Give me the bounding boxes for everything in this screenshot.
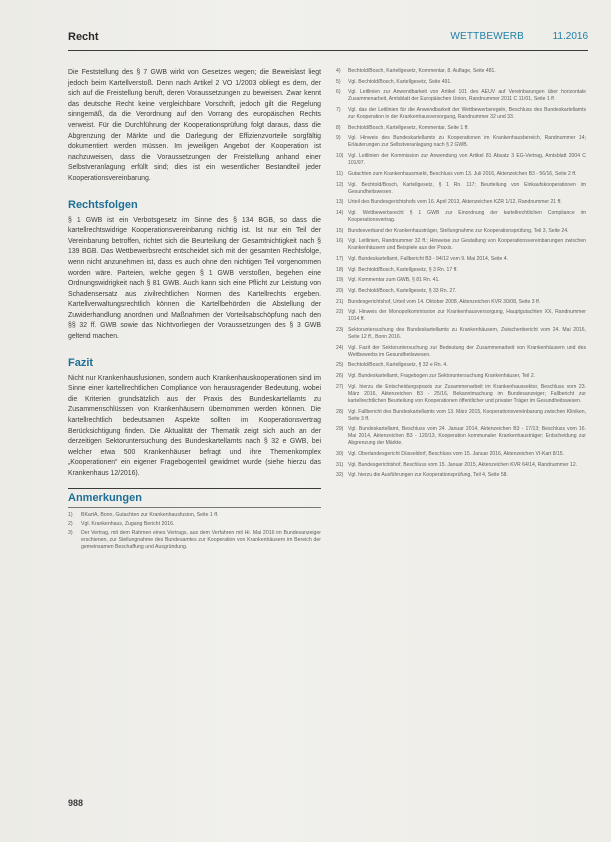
footnote-number: 24) bbox=[336, 344, 344, 351]
footnote-text: Vgl. Hinweis der Monopolkommission zur Krankenhausversorgung, Hauptgutachten XX, Randnummer 1014 ff. bbox=[348, 309, 586, 323]
footnote bbox=[336, 89, 586, 103]
footnote-number: 21) bbox=[336, 298, 344, 305]
footnote-text: Vgl. hierzu die Ausführungen zur Kooperationsprüfung, Teil 4, Seite 58. bbox=[348, 472, 508, 479]
footnote-text: Der Vertrag, mit dem Rahmen eines Vertrags, aus dem Verfahren mit Hi. Mai 2016 im Bundesanzeiger erschienen, zur Stellungnahme des Bundesamtes zur Kooperation von Krankenhäusern im Bereich der gemeinsamen Beschaffung und Ausgründung. bbox=[81, 529, 321, 550]
footnote-text: Vgl. Kommentar zum GWB, § 81 Rn. 41. bbox=[348, 277, 440, 284]
footnote-number: 7) bbox=[336, 107, 341, 114]
footnote bbox=[336, 277, 586, 284]
footnote bbox=[336, 451, 586, 458]
footnote bbox=[336, 462, 586, 469]
footnote bbox=[68, 521, 321, 528]
footnote-number: 26) bbox=[336, 373, 344, 380]
footnote-number: 22) bbox=[336, 309, 344, 316]
intro-paragraph: Die Feststellung des § 7 GWB wirkt von Gesetzes wegen; die Beweislast liegt jedoch beim Kartellverstoß. Denn nach Artikel 2 VO 1/2003 obliegt es dem, der sich auf die Freistellung beruft, deren Voraussetzungen zu beweisen. Zwar kennt das deutsche Recht keine vergleichbare Vorschrift, jedoch gilt die Regelung sinngemäß, da die Verordnung auf den Vorrang des europäischen Rechts verweist. Für die Durchführung der Kooperationsprüfung folgt daraus, dass die Abgrenzung der Märkte und die Darlegung der Effizienzvorteile sorgfältig dokumentiert werden müssen. Im jeweiligen Angebot der Kooperation ist nachzuweisen, dass die Voraussetzungen der Freistellung anhand einer Selbstveranlagung erfüllt sind; dies ist ein wesentlicher Bestandteil jeder Kooperationsvereinbarung. bbox=[68, 69, 321, 182]
footnote-number: 19) bbox=[336, 277, 344, 284]
footnote bbox=[336, 135, 586, 149]
footnote-text: Vgl. Leitlinien zur Anwendbarkeit von Artikel 101 des AEUV auf Vereinbarungen über horizontale Zusammenarbeit, Amtsblatt der Europäischen Union, Randnummer 2011 C 11/01, Seite 1 ff. bbox=[348, 89, 586, 103]
footnote bbox=[336, 182, 586, 196]
fazit-heading: Fazit bbox=[68, 356, 94, 369]
footnote bbox=[336, 426, 586, 447]
footnote-number: 8) bbox=[336, 124, 341, 131]
footnote-text: Vgl. Bundeskartellamt, Fallbericht B3 - 94/12 vom 9. Mai 2014, Seite 4. bbox=[348, 255, 508, 262]
footnote-number: 30) bbox=[336, 450, 344, 457]
footnote bbox=[336, 309, 586, 323]
footnote-text: Vgl. Hinweis des Bundeskartellamts zu Kooperationen im Krankenhausbereich, Randnummer 14; Erläuterungen zur Selbstveranlagung nach § 2 GWB. bbox=[348, 135, 586, 149]
footnote bbox=[336, 256, 586, 263]
footnote bbox=[336, 199, 586, 206]
footnote-text: Bundesgerichtshof, Urteil vom 14. Oktober 2008, Aktenzeichen KVR 30/08, Seite 3 ff. bbox=[348, 298, 541, 305]
footnote-number: 13) bbox=[336, 199, 344, 206]
footnote-text: Vgl. Bechtold/Bosch, Kartellgesetz, Seite 491. bbox=[348, 78, 452, 85]
section-title: Recht bbox=[68, 31, 99, 43]
footnote-number: 15) bbox=[336, 227, 344, 234]
left-column bbox=[68, 68, 321, 553]
footnote-number: 29) bbox=[336, 426, 344, 433]
footnote-number: 9) bbox=[336, 135, 341, 142]
footnote-number: 12) bbox=[336, 181, 344, 188]
footnote-number: 27) bbox=[336, 383, 344, 390]
anmerkungen-heading: Anmerkungen bbox=[68, 492, 321, 508]
footnote bbox=[336, 68, 586, 75]
footnote-text: Vgl. Wettbewerbsrecht § 1 GWB zur Einordnung der kartellrechtlichen Compliance im Kooperationsvertrag. bbox=[348, 209, 586, 223]
footnote bbox=[336, 345, 586, 359]
footnote-text: Bechtold/Bosch, Kartellgesetz, Kommentar, 8. Auflage, Seite 481. bbox=[348, 68, 496, 74]
footnote bbox=[336, 125, 586, 132]
fazit-paragraph: Nicht nur Krankenhausfusionen, sondern auch Krankenhauskooperationen sind im Sinne einer kartellrechtlichen Compliance von herausragender Bedeutung, wobei die Kriterien grundsätzlich aus der Praxis des Bundeskartellamts zu Zusammenschlüssen von Krankenhäusern übernommen werden können. Die kartellrechtlich bedeutsamen Aspekte sollten im Kooperationsvertrag Berücksichtigung finden. Die Aktualität der Thematik zeigt sich auch an der derzeitigen Sektoruntersuchung des Bundeskartellamts nach § 32 e GWB, bei welcher etwa 500 Krankenhäuser befragt und ihre Themenkomplex „Kooperationen“ ein eigener Fragebogenteil gewidmet wurde (siehe hierzu das Krankenhaus 12/2016). bbox=[68, 374, 321, 477]
footnote bbox=[336, 362, 586, 369]
footnote-text: Vgl. hierzu die Entscheidungspraxis zur Zusammenarbeit im Krankenhaussektor, Beschluss vom 23. März 2016, Aktenzeichen B3 - 25/16, Bekanntmachung im Bundesanzeiger; Fallbericht zur kartellrechtlichen Beurteilung von Kooperationen öffentlicher und privater Träger im Gesundheitswesen. bbox=[348, 383, 586, 404]
footnote bbox=[336, 228, 586, 235]
footnote-text: Vgl. Bechtold/Bosch, Kartellgesetz, § 3 Rn. 17 ff. bbox=[348, 266, 458, 273]
footnote bbox=[336, 171, 586, 178]
footnote bbox=[336, 153, 586, 167]
footnote-text: Bundesverband der Krankenhausträger, Stellungnahme zur Kooperationsprüfung, Teil 3, Seite 24. bbox=[348, 227, 569, 234]
footnote-number: 11) bbox=[336, 170, 343, 177]
footnote-text: Bechtold/Bosch, Kartellgesetz, § 32 e Rn. 4. bbox=[348, 362, 448, 369]
footnote bbox=[68, 530, 321, 551]
page-number: 988 bbox=[68, 798, 84, 808]
page-header bbox=[68, 28, 588, 51]
footnote-number: 20) bbox=[336, 288, 344, 294]
footnote-text: Vgl. Oberlandesgericht Düsseldorf, Beschluss vom 15. Januar 2016, Aktenzeichen VI-Kart 8/15. bbox=[348, 450, 565, 457]
footnote bbox=[336, 384, 586, 405]
footnote bbox=[336, 267, 586, 274]
footnote-number: 2) bbox=[68, 520, 73, 527]
anmerkungen-section bbox=[68, 488, 321, 551]
footnote-text: Gutachten zum Krankenhausmarkt, Beschluss vom 13. Juli 2016, Aktenzeichen B3 - 56/16, Seite 2 ff. bbox=[348, 170, 577, 177]
rechtsfolgen-heading: Rechtsfolgen bbox=[68, 198, 138, 211]
footnote-text: Sektoruntersuchung des Bundeskartellamts zu Krankenhäusern, Zwischenbericht vom 24. Mai 2016, Seite 12 ff., Bonn 2016. bbox=[348, 327, 586, 341]
footnote bbox=[336, 472, 586, 479]
footnote-number: 10) bbox=[336, 153, 344, 160]
rechtsfolgen-paragraph: § 1 GWB ist ein Verbotsgesetz im Sinne des § 134 BGB, so dass die kartellrechtswidrige Kooperationsvereinbarung nichtig ist. Ist nur ein Teil der Vereinbarung betroffen, richtet sich die Beurteilung der Gesamtnichtigkeit nach § 139 BGB. Das Wettbewerbsrecht entscheidet sich mit der gesamten Rechtsfolge, wenn nicht anzunehmen ist, dass es auch ohne den nichtigen Teil vorgenommen worden wäre. Parteien, welche gegen § 1 GWB verstoßen, begehen eine Ordnungswidrigkeit nach § 81 GWB. Auch kann sich eine Pflicht zur Leistung von Schadensersatz aus zivilrechtlichen Normen des Kartellrechts ergeben. Kartellverwaltungsrechtlich können die Kartellbehörden die Abstellung der Zuwiderhandlung anordnen und Maßnahmen der Vorteilsabschöpfung nach den §§ 32 ff. GWB sowie das Nichtvorliegen der Voraussetzungen des § 3 GWB geltend machen. bbox=[68, 216, 321, 341]
footnote-text: Vgl. Bundeskartellamt, Beschluss vom 24. Januar 2014, Aktenzeichen B3 - 17/13; Beschluss vom 16. Mai 2014, Aktenzeichen B3 - 120/13, Kooperation kommunaler Krankenhausträger; Entscheidung zur Abgrenzung der Märkte. bbox=[348, 426, 586, 447]
footnote bbox=[336, 238, 586, 252]
footnote-text: Vgl. Krankenhaus, Zugang Bericht 2016. bbox=[81, 520, 175, 527]
footnote bbox=[336, 288, 586, 295]
footnote-number: 23) bbox=[336, 327, 344, 334]
footnote-text: Vgl. Bundeskartellamt, Fragebogen zur Sektoruntersuchung Krankenhäuser, Teil 2. bbox=[348, 373, 536, 380]
footnote-text: Vgl. Leitlinien der Kommission zur Anwendung von Artikel 81 Absatz 3 EG-Vertrag, Amtsblatt 2004 C 101/97. bbox=[348, 153, 586, 167]
footnote-text: Vgl. Bechtold/Bosch, Kartellgesetz, § 33 Rn. 27. bbox=[348, 288, 457, 294]
footnote-number: 1) bbox=[68, 511, 73, 518]
footnote-number: 14) bbox=[336, 209, 344, 216]
footnote-number: 4) bbox=[336, 68, 341, 74]
footnote-number: 6) bbox=[336, 89, 341, 96]
footnote-number: 18) bbox=[336, 266, 344, 273]
footnote-number: 25) bbox=[336, 362, 344, 369]
journal-name: WETTBEWERB bbox=[450, 31, 524, 42]
footnote-number: 28) bbox=[336, 408, 344, 415]
footnote-text: Vgl. Leitlinien, Randnummer 32 ff.; Hinweise zur Gestaltung von Kooperationsvereinbarungen zwischen Krankenhäusern und Beispiele aus der Praxis. bbox=[348, 238, 586, 252]
footnote-number: 3) bbox=[68, 529, 73, 536]
footnote-text: BKartA, Bonn, Gutachten zur Krankenhausfusion, Seite 1 ff. bbox=[81, 511, 219, 518]
footnote bbox=[336, 373, 586, 380]
footnote-number: 17) bbox=[336, 255, 344, 262]
footnote-number: 32) bbox=[336, 472, 344, 479]
right-column-footnotes bbox=[336, 68, 586, 483]
footnote bbox=[68, 512, 321, 519]
footnote-text: Urteil des Bundesgerichtshofs vom 16. April 2013, Aktenzeichen KZR 1/12, Randnummer 21 ff. bbox=[348, 199, 562, 206]
footnote-number: 31) bbox=[336, 461, 344, 468]
footnote-text: Vgl. Bundesgerichtshof, Beschluss vom 15. Januar 2015, Aktenzeichen KVR 64/14, Randnummer 12. bbox=[348, 461, 578, 468]
footnote-text: Bechtold/Bosch, Kartellgesetz, Kommentar, Seite 1 ff. bbox=[348, 124, 469, 131]
footnote bbox=[336, 299, 586, 306]
footnote-text: Vgl. Fazit der Sektoruntersuchung zur Bedeutung der Zusammenarbeit von Krankenhäusern und des Wettbewerbs im Gesundheitswesen. bbox=[348, 344, 586, 358]
footnote bbox=[336, 327, 586, 341]
footnote bbox=[336, 79, 586, 86]
footnote-text: Vgl. das der Leitlinien für die Anwendbarkeit der Wettbewerbsregeln, Beschluss des Bundeskartellamts zur Kooperation in der Krankenhausversorgung, Randnummer 32 und 33. bbox=[348, 107, 586, 121]
footnote bbox=[336, 210, 586, 224]
footnote bbox=[336, 107, 586, 121]
issue-number: 11.2016 bbox=[552, 31, 588, 42]
footnote-number: 16) bbox=[336, 238, 344, 245]
footnote-number: 5) bbox=[336, 78, 341, 85]
footnote bbox=[336, 409, 586, 423]
footnote-text: Vgl. Bechtold/Bosch, Kartellgesetz, § 1 Rn. 117; Beurteilung von Einkaufskooperationen im Gesundheitswesen. bbox=[348, 181, 586, 195]
footnote-text: Vgl. Fallbericht des Bundeskartellamts vom 13. März 2015, Kooperationsvereinbarung zwischen Kliniken, Seite 3 ff. bbox=[348, 408, 586, 422]
